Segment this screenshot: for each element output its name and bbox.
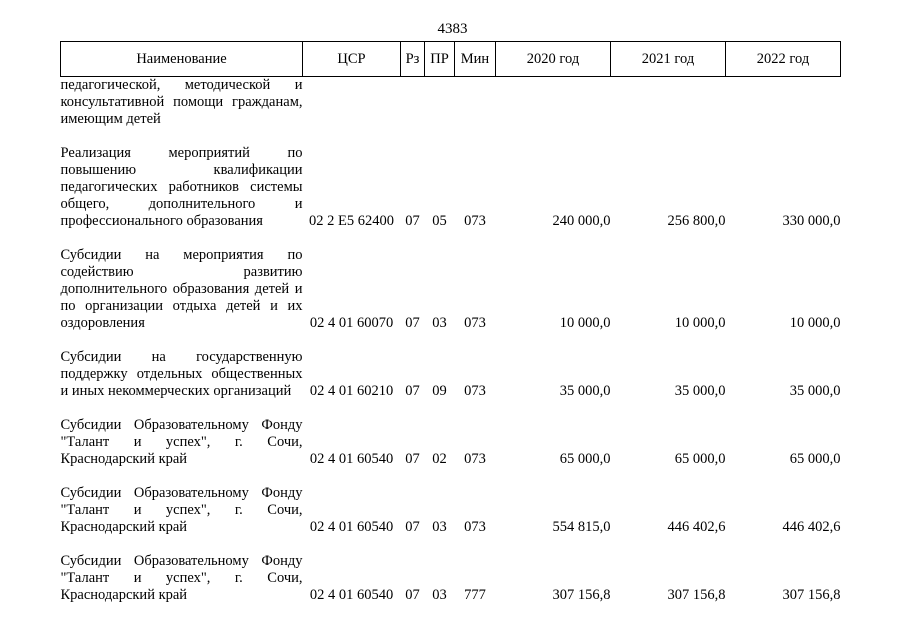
row-name: Субсидии Образовательному Фонду "Талант и успех", г. Сочи, Краснодарский край	[60, 417, 303, 467]
row-value-2020: 10 000,0	[559, 315, 611, 331]
row-rz: 07	[405, 315, 420, 331]
row-rz	[401, 77, 425, 129]
row-rz: 07	[405, 519, 420, 535]
row-name: Реализация мероприятий по повышению квалификации педагогических работников системы общего, дополнительного и профессионального образования	[60, 145, 303, 229]
table-row	[61, 553, 841, 604]
row-name: Субсидии Образовательному Фонду "Талант и успех", г. Сочи, Краснодарский край	[60, 485, 303, 535]
row-pr: 03	[432, 315, 447, 331]
row-min: 073	[464, 451, 486, 467]
row-min	[455, 77, 496, 129]
row-min: 073	[464, 383, 486, 399]
row-value-2020: 240 000,0	[552, 213, 611, 229]
row-value-2020: 307 156,8	[552, 587, 611, 603]
row-name: Субсидии на мероприятия по содействию развитию дополнительного образования детей и по организации отдыха детей и их оздоровления	[60, 247, 303, 331]
header-pr: ПР	[425, 42, 455, 77]
row-pr: 05	[432, 213, 447, 229]
row-value-2020: 35 000,0	[559, 383, 611, 399]
row-rz: 07	[405, 213, 420, 229]
row-min: 073	[464, 519, 486, 535]
row-rz: 07	[405, 587, 420, 603]
row-value-2020: 554 815,0	[552, 519, 611, 535]
row-spacer-cell	[61, 400, 841, 417]
header-2022: 2022 год	[726, 42, 841, 77]
row-value-2021: 65 000,0	[674, 451, 726, 467]
row-spacer-cell	[61, 332, 841, 349]
row-min: 777	[464, 587, 486, 603]
table-header	[61, 42, 841, 77]
row-value-2021	[611, 77, 726, 129]
header-rz: Рз	[401, 42, 425, 77]
table-body	[61, 77, 841, 605]
row-value-2022: 446 402,6	[782, 519, 841, 535]
row-csr: 02 4 01 60540	[309, 451, 394, 467]
row-pr: 03	[432, 587, 447, 603]
row-spacer	[61, 400, 841, 417]
row-spacer	[61, 230, 841, 247]
table-row	[61, 417, 841, 468]
row-spacer-cell	[61, 230, 841, 247]
row-csr: 02 4 01 60070	[309, 315, 394, 331]
budget-table	[60, 41, 841, 604]
header-name: Наименование	[61, 42, 303, 77]
row-rz: 07	[405, 383, 420, 399]
table-row	[61, 77, 841, 129]
row-spacer	[61, 128, 841, 145]
row-value-2021: 307 156,8	[667, 587, 726, 603]
page-number: 4383	[437, 21, 468, 37]
row-value-2021: 446 402,6	[667, 519, 726, 535]
row-csr: 02 2 E5 62400	[309, 213, 394, 229]
header-csr: ЦСР	[303, 42, 401, 77]
row-spacer-cell	[61, 468, 841, 485]
row-value-2022: 307 156,8	[782, 587, 841, 603]
row-value-2022	[726, 77, 841, 129]
row-value-2022: 10 000,0	[789, 315, 841, 331]
row-csr	[303, 77, 401, 129]
row-name: педагогической, методической и консультативной помощи гражданам, имеющим детей	[60, 77, 303, 127]
row-rz: 07	[405, 451, 420, 467]
row-value-2020: 65 000,0	[559, 451, 611, 467]
row-spacer	[61, 468, 841, 485]
row-pr: 03	[432, 519, 447, 535]
row-csr: 02 4 01 60540	[309, 587, 394, 603]
table-row	[61, 247, 841, 332]
row-csr: 02 4 01 60210	[309, 383, 394, 399]
row-name: Субсидии на государственную поддержку отдельных общественных и иных некоммерческих организаций	[60, 349, 303, 399]
header-2020: 2020 год	[496, 42, 611, 77]
row-min: 073	[464, 315, 486, 331]
row-value-2021: 10 000,0	[674, 315, 726, 331]
row-value-2022: 65 000,0	[789, 451, 841, 467]
row-value-2022: 35 000,0	[789, 383, 841, 399]
row-pr: 02	[432, 451, 447, 467]
row-name: Субсидии Образовательному Фонду "Талант и успех", г. Сочи, Краснодарский край	[60, 553, 303, 603]
row-value-2020	[496, 77, 611, 129]
table-row	[61, 145, 841, 230]
row-min: 073	[464, 213, 486, 229]
row-pr	[425, 77, 455, 129]
table-row	[61, 485, 841, 536]
header-2021: 2021 год	[611, 42, 726, 77]
row-spacer-cell	[61, 128, 841, 145]
row-spacer	[61, 536, 841, 553]
row-csr: 02 4 01 60540	[309, 519, 394, 535]
row-value-2021: 256 800,0	[667, 213, 726, 229]
row-pr: 09	[432, 383, 447, 399]
row-value-2021: 35 000,0	[674, 383, 726, 399]
row-spacer-cell	[61, 536, 841, 553]
header-min: Мин	[455, 42, 496, 77]
row-value-2022: 330 000,0	[782, 213, 841, 229]
row-spacer	[61, 332, 841, 349]
table-row	[61, 349, 841, 400]
